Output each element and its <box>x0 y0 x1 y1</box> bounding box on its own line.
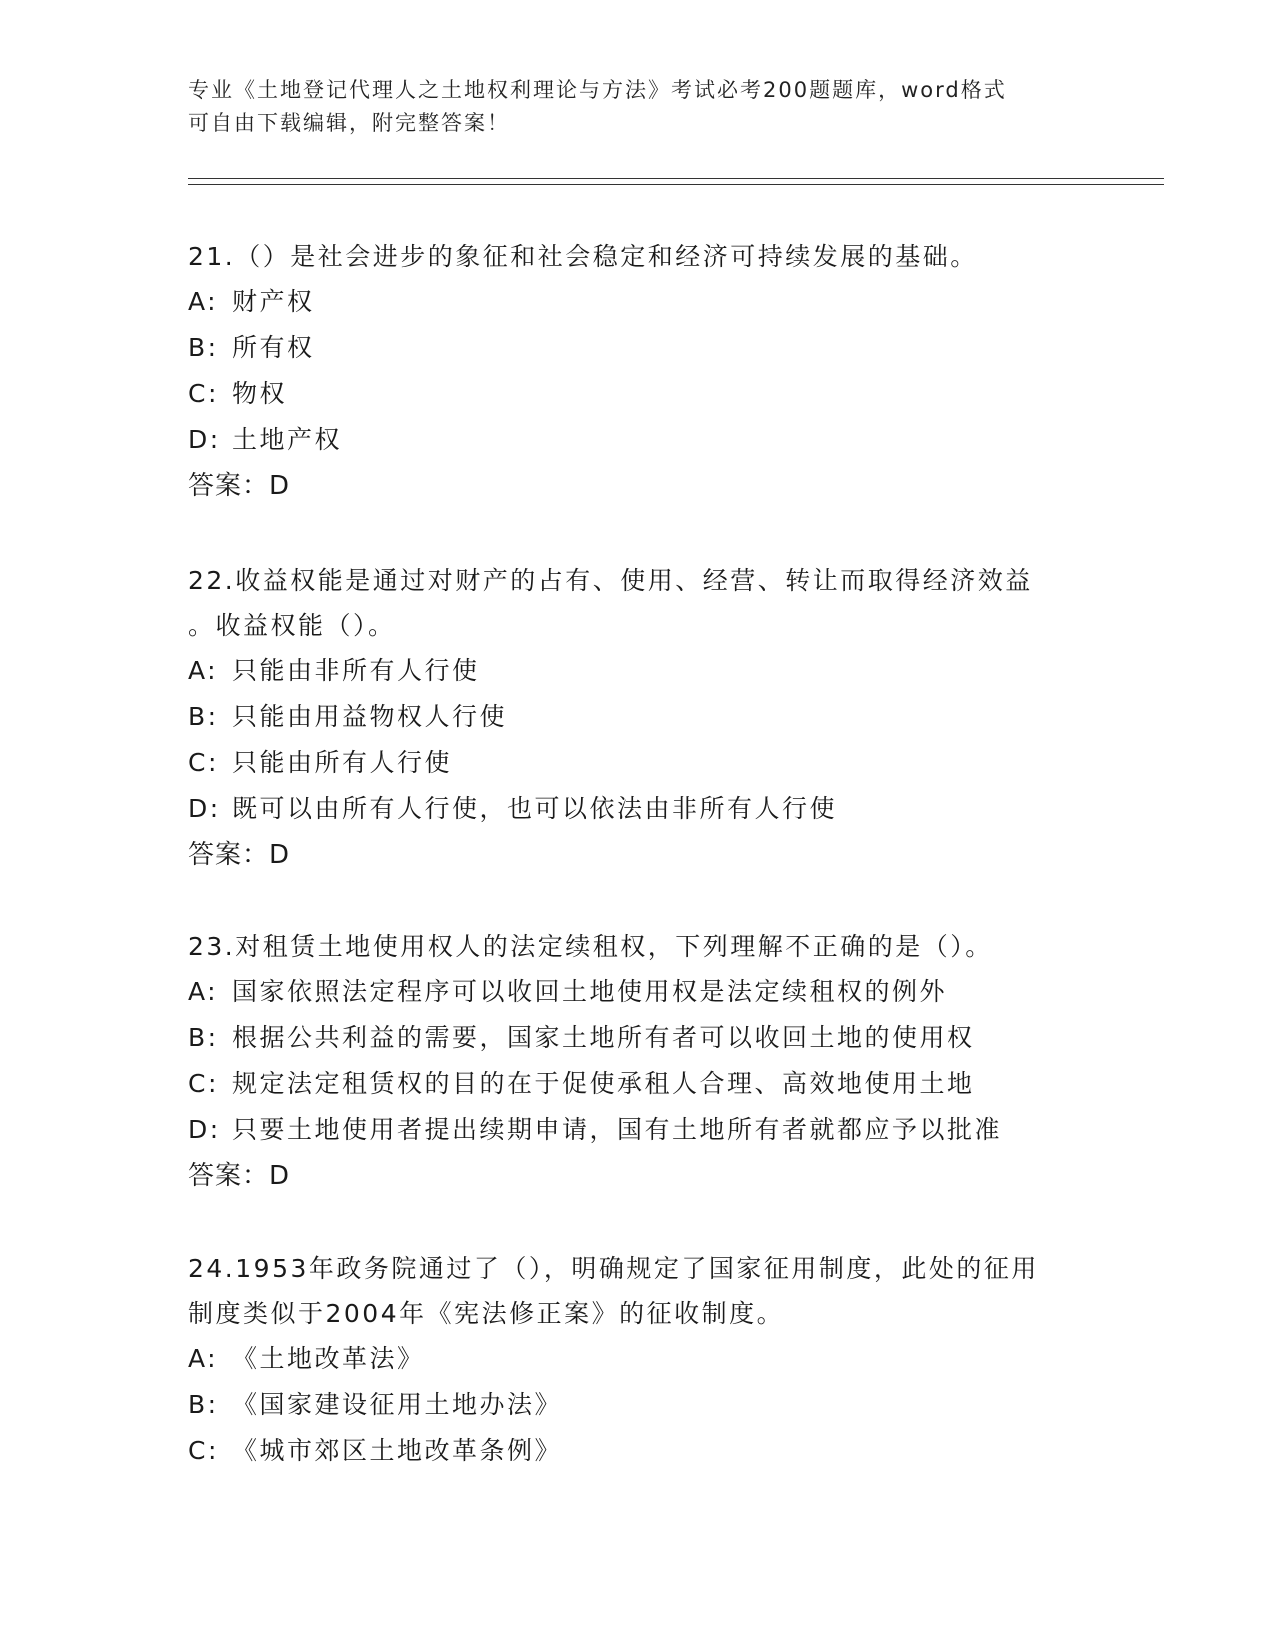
document-header <box>188 74 1088 140</box>
option-text: 只要土地使用者提出续期申请，国有土地所有者就都应予以批准 <box>232 1115 1003 1144</box>
option-text: 物权 <box>232 379 288 408</box>
option-text: 只能由非所有人行使 <box>232 656 480 685</box>
header-line-1: 专业《土地登记代理人之土地权利理论与方法》考试必考200题题库，word格式 <box>188 78 1007 102</box>
option-label: B: <box>188 702 219 731</box>
option-text: 只能由用益物权人行使 <box>232 702 508 731</box>
option-b <box>188 1015 1088 1061</box>
option-d <box>188 417 1088 463</box>
option-c <box>188 740 1088 786</box>
answer: 答案：D <box>188 840 291 870</box>
stem-line: 24.1953年政务院通过了（），明确规定了国家征用制度，此处的征用 <box>188 1254 1039 1283</box>
option-label: D: <box>188 425 221 454</box>
option-text: 土地产权 <box>232 425 343 454</box>
option-label: A: <box>188 656 219 685</box>
option-label: B: <box>188 1390 219 1419</box>
option-text: 规定法定租赁权的目的在于促使承租人合理、高效地使用土地 <box>232 1069 975 1098</box>
option-b <box>188 325 1088 371</box>
option-label: A: <box>188 287 219 316</box>
option-text: 所有权 <box>232 333 315 362</box>
option-a <box>188 648 1088 694</box>
question-24 <box>188 1246 1088 1474</box>
header-divider-bottom <box>188 184 1164 185</box>
stem-line: 21.（）是社会进步的象征和社会稳定和经济可持续发展的基础。 <box>188 242 978 271</box>
question-stem <box>188 558 1088 648</box>
option-b <box>188 1382 1088 1428</box>
option-b <box>188 694 1088 740</box>
option-text: 只能由所有人行使 <box>232 748 453 777</box>
option-c <box>188 371 1088 417</box>
option-text: 既可以由所有人行使，也可以依法由非所有人行使 <box>232 794 838 823</box>
answer: 答案：D <box>188 471 291 501</box>
option-label: A: <box>188 1344 219 1373</box>
option-d <box>188 1107 1088 1153</box>
question-22 <box>188 558 1088 878</box>
answer: 答案：D <box>188 1161 291 1191</box>
option-text: 根据公共利益的需要，国家土地所有者可以收回土地的使用权 <box>232 1023 975 1052</box>
option-label: D: <box>188 1115 221 1144</box>
option-text: 国家依照法定程序可以收回土地使用权是法定续租权的例外 <box>232 977 948 1006</box>
option-label: B: <box>188 1023 219 1052</box>
question-stem <box>188 234 1088 279</box>
option-label: C: <box>188 1069 219 1098</box>
option-a <box>188 279 1088 325</box>
option-a <box>188 1336 1088 1382</box>
option-text: 财产权 <box>232 287 315 316</box>
option-a <box>188 969 1088 1015</box>
header-line-2: 可自由下载编辑，附完整答案！ <box>188 111 510 135</box>
option-d <box>188 786 1088 832</box>
question-21 <box>188 234 1088 509</box>
question-stem <box>188 1246 1088 1336</box>
option-c <box>188 1428 1088 1474</box>
option-label: C: <box>188 379 219 408</box>
stem-line: 23.对租赁土地使用权人的法定续租权，下列理解不正确的是（）。 <box>188 932 993 961</box>
header-divider-top <box>188 178 1164 179</box>
option-label: B: <box>188 333 219 362</box>
stem-line: 制度类似于2004年《宪法修正案》的征收制度。 <box>188 1299 785 1328</box>
stem-line: 22.收益权能是通过对财产的占有、使用、经营、转让而取得经济效益 <box>188 566 1033 595</box>
option-text: 《国家建设征用土地办法》 <box>232 1390 563 1419</box>
option-label: C: <box>188 1436 219 1465</box>
question-stem <box>188 924 1088 969</box>
option-label: D: <box>188 794 221 823</box>
option-text: 《土地改革法》 <box>232 1344 425 1373</box>
option-label: C: <box>188 748 219 777</box>
option-label: A: <box>188 977 219 1006</box>
question-23 <box>188 924 1088 1199</box>
option-text: 《城市郊区土地改革条例》 <box>232 1436 563 1465</box>
option-c <box>188 1061 1088 1107</box>
stem-line: 。收益权能（）。 <box>188 611 396 640</box>
